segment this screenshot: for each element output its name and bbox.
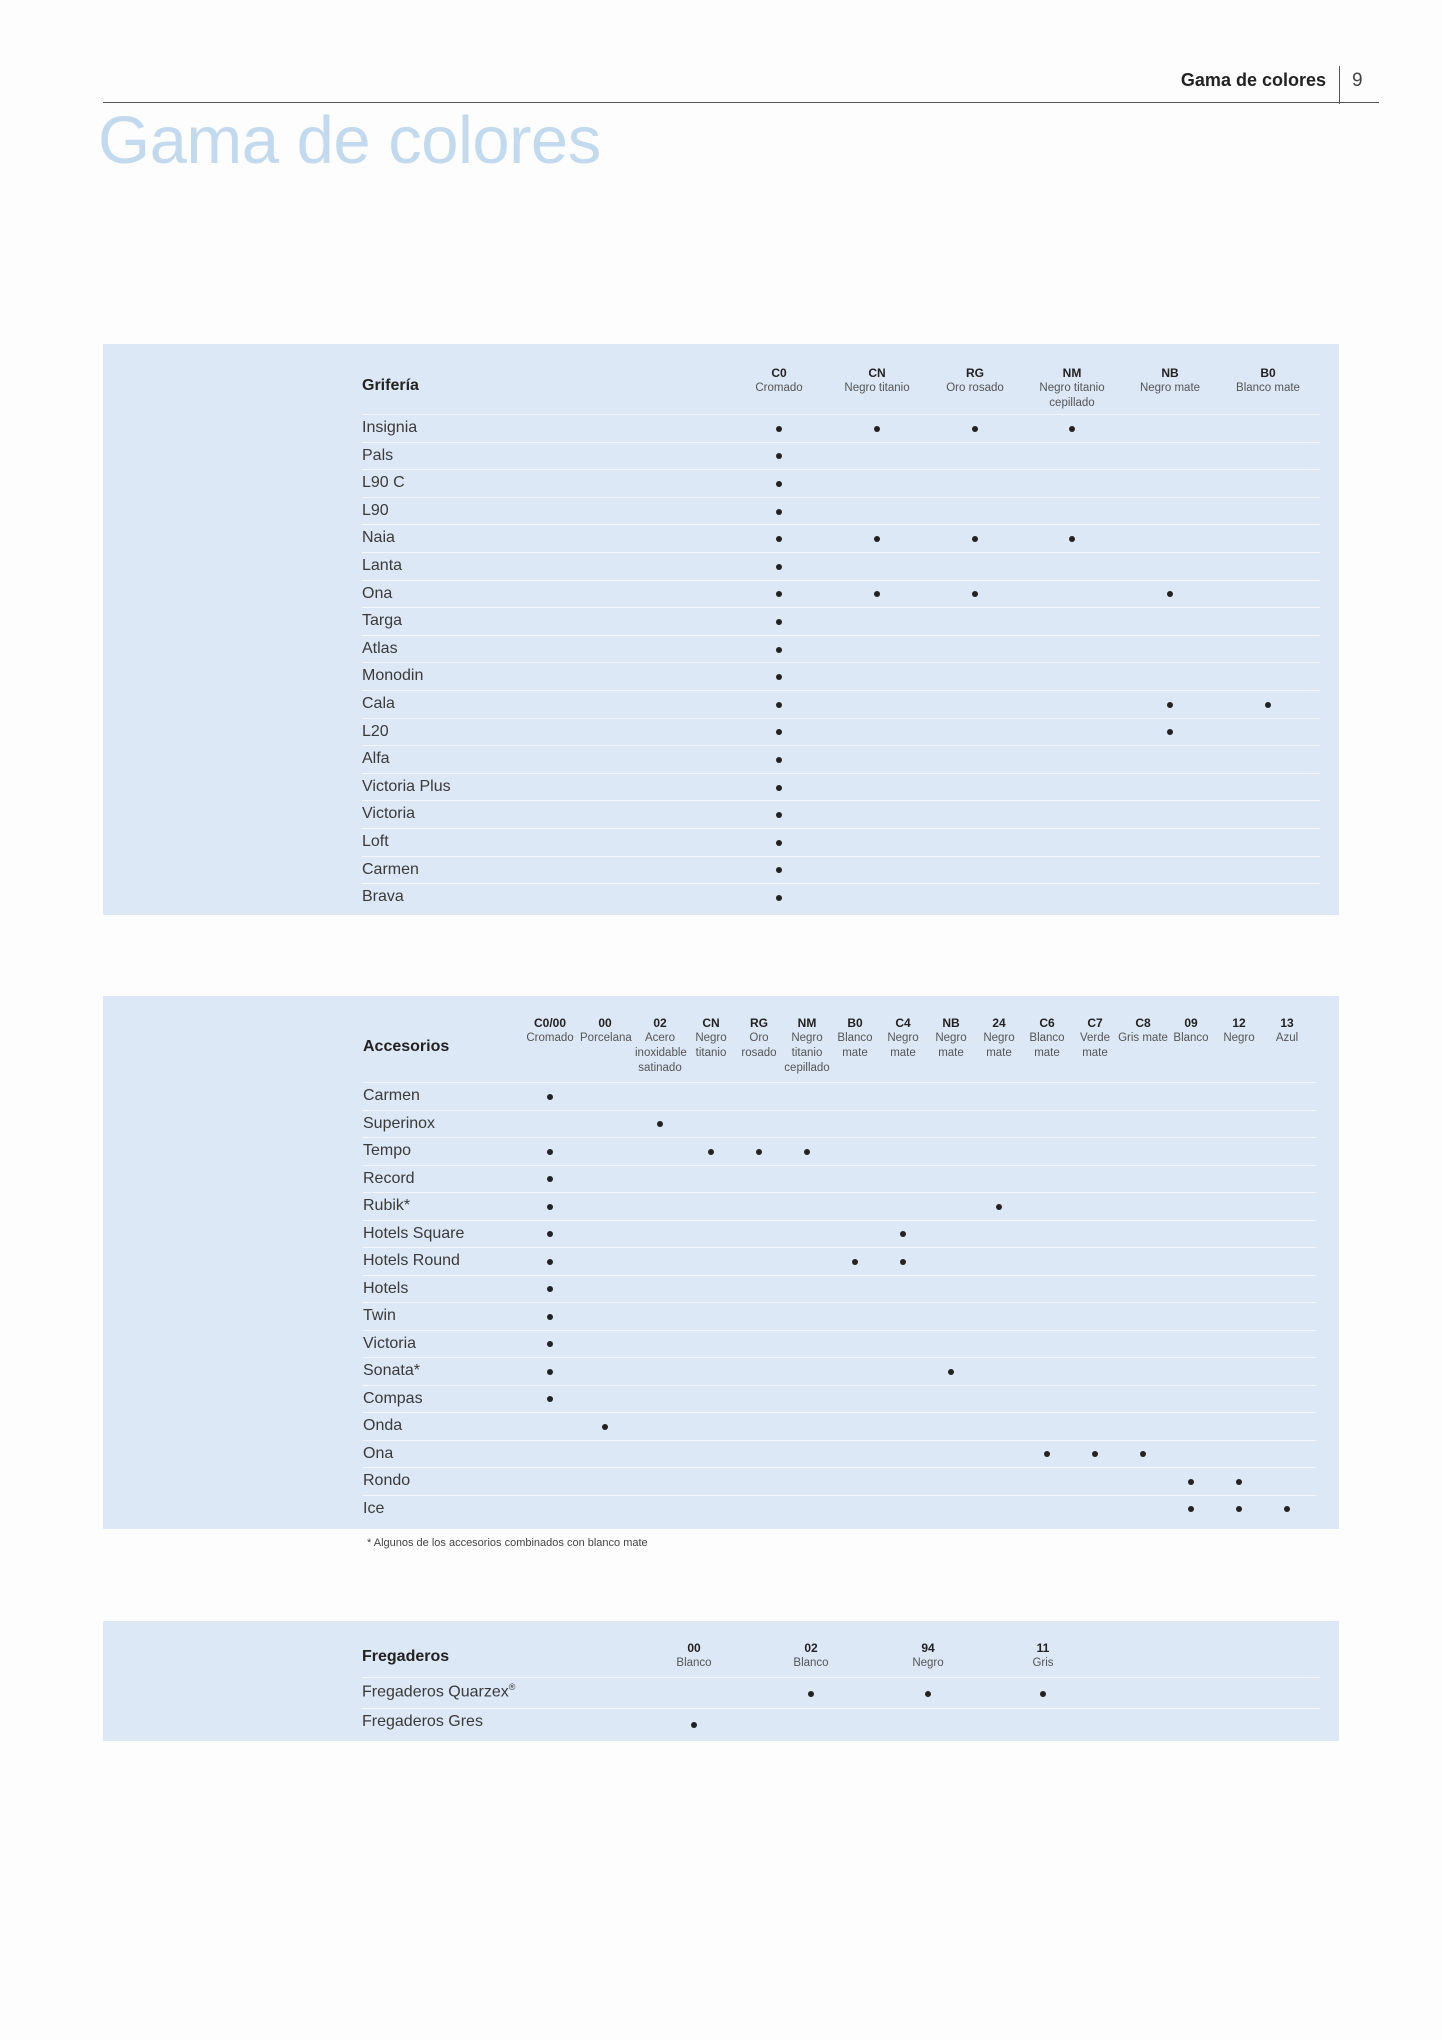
availability-dot	[1167, 591, 1173, 597]
color-code: 12	[1232, 1016, 1246, 1030]
color-name: Azul	[1275, 1032, 1299, 1044]
row-divider	[362, 883, 1320, 884]
color-code: C0	[771, 366, 787, 380]
accesorios-column-header	[782, 1016, 832, 1076]
row-divider	[363, 1165, 1316, 1166]
row-divider	[362, 607, 1320, 608]
color-code: B0	[1260, 366, 1276, 380]
color-name: Blanco mate	[837, 1032, 873, 1059]
griferia-row-label: Monodin	[362, 667, 424, 685]
availability-dot	[1140, 1451, 1146, 1457]
griferia-row-label: L90 C	[362, 474, 405, 492]
color-name: Acero inoxidable satinado	[635, 1032, 687, 1074]
accesorios-column-header	[926, 1016, 976, 1061]
accesorios-footnote: * Algunos de los accesorios combinados con blanco mate	[367, 1537, 648, 1549]
color-code: CN	[868, 366, 886, 380]
row-divider	[362, 414, 1320, 415]
availability-dot	[1188, 1506, 1194, 1512]
row-divider	[362, 773, 1320, 774]
registered-mark: ®	[508, 1682, 516, 1692]
availability-dot	[547, 1396, 553, 1402]
color-code: 11	[1036, 1641, 1050, 1655]
availability-dot	[776, 564, 782, 570]
running-header-title: Gama de colores	[1180, 70, 1326, 90]
accesorios-row-label: Tempo	[363, 1142, 412, 1159]
availability-dot	[776, 867, 782, 873]
row-divider	[362, 469, 1320, 470]
fregaderos-column-header	[649, 1641, 739, 1671]
fregaderos-panel	[103, 1621, 1339, 1741]
griferia-row-label: Cala	[362, 695, 395, 712]
color-code: 13	[1280, 1016, 1294, 1030]
griferia-row-label: Pals	[362, 446, 394, 464]
row-divider	[362, 745, 1320, 746]
availability-dot	[1069, 426, 1075, 432]
accesorios-row-label: Superinox	[363, 1114, 436, 1132]
accesorios-row-label: Sonata*	[363, 1362, 420, 1379]
availability-dot	[547, 1369, 553, 1375]
availability-dot	[1167, 702, 1173, 708]
availability-dot	[874, 536, 880, 542]
accesorios-column-header	[1022, 1016, 1072, 1061]
row-divider	[362, 1708, 1320, 1709]
availability-dot	[756, 1149, 762, 1155]
griferia-row-label: L20	[362, 722, 389, 740]
color-name: Blanco	[1173, 1032, 1209, 1044]
griferia-row-label: Atlas	[362, 639, 398, 657]
color-code: 00	[598, 1016, 612, 1030]
accesorios-column-header	[830, 1016, 880, 1061]
row-divider	[363, 1192, 1316, 1193]
color-name: Negro	[912, 1657, 944, 1669]
color-name: Negro titanio cepillado	[1039, 382, 1105, 409]
accesorios-row-label: Hotels Round	[363, 1252, 460, 1269]
row-divider	[363, 1110, 1316, 1111]
row-divider	[362, 580, 1320, 581]
fregaderos-row-label: Fregaderos Quarzex®	[362, 1682, 516, 1701]
availability-dot	[776, 812, 782, 818]
color-code: C7	[1087, 1016, 1103, 1030]
availability-dot	[1069, 536, 1075, 542]
availability-dot	[691, 1722, 697, 1728]
color-code: C6	[1039, 1016, 1055, 1030]
griferia-row-label: Naia	[362, 529, 395, 547]
color-code: NB	[942, 1016, 960, 1030]
availability-dot	[776, 591, 782, 597]
color-name: Oro rosado	[741, 1032, 777, 1059]
availability-dot	[547, 1094, 553, 1100]
accesorios-row-label: Onda	[363, 1417, 403, 1434]
availability-dot	[776, 840, 782, 846]
availability-dot	[1167, 729, 1173, 735]
availability-dot	[1284, 1506, 1290, 1512]
availability-dot	[925, 1691, 931, 1697]
accesorios-column-header	[580, 1016, 630, 1046]
accesorios-column-header	[1118, 1016, 1168, 1046]
availability-dot	[1044, 1451, 1050, 1457]
row-divider	[363, 1275, 1316, 1276]
availability-dot	[547, 1259, 553, 1265]
color-name: Negro titanio cepillado	[784, 1032, 830, 1074]
availability-dot	[547, 1176, 553, 1182]
color-name: Negro mate	[935, 1032, 967, 1059]
row-divider	[363, 1247, 1316, 1248]
color-name: Blanco mate	[1029, 1032, 1065, 1059]
griferia-row-label: Carmen	[362, 860, 419, 878]
availability-dot	[776, 647, 782, 653]
row-divider	[362, 662, 1320, 663]
accesorios-column-header	[1214, 1016, 1264, 1046]
color-code: 00	[687, 1641, 701, 1655]
availability-dot	[776, 702, 782, 708]
availability-dot	[776, 509, 782, 515]
accesorios-row-label: Ice	[363, 1499, 385, 1517]
color-name: Cromado	[755, 382, 803, 394]
fregaderos-column-header	[883, 1641, 973, 1671]
color-code: C0/00	[533, 1016, 567, 1030]
availability-dot	[602, 1424, 608, 1430]
availability-dot	[547, 1286, 553, 1292]
color-code: 02	[804, 1641, 818, 1655]
accesorios-row-label: Hotels Square	[363, 1224, 465, 1242]
griferia-row-label: Targa	[362, 612, 403, 630]
accesorios-row-label: Hotels	[363, 1279, 409, 1297]
color-name: Negro titanio	[844, 382, 910, 394]
griferia-column-header	[927, 366, 1023, 396]
color-name: Cromado	[526, 1032, 574, 1044]
accesorios-column-header	[635, 1016, 685, 1076]
availability-dot	[996, 1204, 1002, 1210]
row-divider	[363, 1385, 1316, 1386]
availability-dot	[547, 1204, 553, 1210]
color-name: Negro mate	[887, 1032, 919, 1059]
accesorios-column-header	[525, 1016, 575, 1046]
header-separator	[1339, 66, 1340, 104]
griferia-row-label: Insignia	[362, 419, 418, 436]
griferia-column-header	[1122, 366, 1218, 396]
accesorios-panel	[103, 996, 1339, 1529]
accesorios-row-label: Compas	[363, 1389, 423, 1407]
griferia-row-label: L90	[362, 501, 389, 519]
griferia-row-label: Lanta	[362, 557, 403, 574]
color-name: Negro titanio	[695, 1032, 727, 1059]
color-name: Porcelana	[580, 1032, 632, 1044]
availability-dot	[948, 1369, 954, 1375]
availability-dot	[972, 426, 978, 432]
color-name: Oro rosado	[946, 382, 1004, 394]
griferia-row-label: Ona	[362, 584, 393, 602]
color-code: 09	[1184, 1016, 1198, 1030]
availability-dot	[900, 1259, 906, 1265]
row-divider	[363, 1330, 1316, 1331]
griferia-column-header	[829, 366, 925, 396]
availability-dot	[852, 1259, 858, 1265]
availability-dot	[776, 481, 782, 487]
availability-dot	[708, 1149, 714, 1155]
availability-dot	[547, 1341, 553, 1347]
color-code: 94	[921, 1641, 935, 1655]
color-name: Gris	[1032, 1657, 1054, 1669]
accesorios-row-label: Carmen	[363, 1087, 420, 1104]
row-divider	[362, 1677, 1320, 1678]
color-code: NB	[1161, 366, 1179, 380]
griferia-column-header	[731, 366, 827, 396]
accesorios-row-label: Ona	[363, 1444, 394, 1462]
row-divider	[362, 690, 1320, 691]
availability-dot	[972, 536, 978, 542]
page-number: 9	[1352, 70, 1363, 91]
row-divider	[363, 1082, 1316, 1083]
fregaderos-column-header	[998, 1641, 1088, 1671]
row-divider	[362, 442, 1320, 443]
fregaderos-row-label: Fregaderos Gres	[362, 1713, 483, 1730]
row-divider	[362, 635, 1320, 636]
row-divider	[362, 718, 1320, 719]
griferia-row-label: Brava	[362, 888, 404, 906]
accesorios-row-label: Victoria	[363, 1334, 417, 1352]
accesorios-section-title: Accesorios	[363, 1038, 450, 1055]
availability-dot	[547, 1231, 553, 1237]
griferia-column-header	[1024, 366, 1120, 411]
availability-dot	[874, 591, 880, 597]
availability-dot	[657, 1121, 663, 1127]
availability-dot	[776, 453, 782, 459]
fregaderos-column-header	[766, 1641, 856, 1671]
availability-dot	[547, 1149, 553, 1155]
availability-dot	[1040, 1691, 1046, 1697]
availability-dot	[900, 1231, 906, 1237]
color-code: NM	[1062, 366, 1082, 380]
color-name: Blanco	[793, 1657, 829, 1669]
color-code: RG	[966, 366, 984, 380]
row-divider	[362, 497, 1320, 498]
color-name: Gris mate	[1118, 1032, 1168, 1044]
availability-dot	[776, 729, 782, 735]
color-name: Blanco	[676, 1657, 712, 1669]
color-code: 24	[992, 1016, 1006, 1030]
row-divider	[363, 1495, 1316, 1496]
availability-dot	[1188, 1479, 1194, 1485]
row-divider	[363, 1137, 1316, 1138]
availability-dot	[808, 1691, 814, 1697]
accesorios-column-header	[686, 1016, 736, 1061]
page-title: Gama de colores	[98, 103, 601, 178]
accesorios-column-header	[734, 1016, 784, 1061]
availability-dot	[776, 536, 782, 542]
griferia-row-label: Alfa	[362, 750, 390, 768]
row-divider	[363, 1440, 1316, 1441]
availability-dot	[776, 895, 782, 901]
color-code: C8	[1135, 1016, 1151, 1030]
availability-dot	[804, 1149, 810, 1155]
griferia-column-header	[1220, 366, 1316, 396]
fregaderos-section-title: Fregaderos	[362, 1648, 450, 1665]
availability-dot	[776, 619, 782, 625]
color-code: RG	[750, 1016, 768, 1030]
availability-dot	[874, 426, 880, 432]
griferia-row-label: Victoria	[362, 805, 416, 823]
availability-dot	[1236, 1506, 1242, 1512]
accesorios-column-header	[1262, 1016, 1312, 1046]
availability-dot	[1265, 702, 1271, 708]
accesorios-row-label: Rondo	[363, 1472, 411, 1489]
row-divider	[363, 1357, 1316, 1358]
accesorios-column-header	[1166, 1016, 1216, 1046]
color-code: C4	[895, 1016, 911, 1030]
color-code: CN	[702, 1016, 720, 1030]
color-name: Blanco mate	[1236, 382, 1300, 394]
accesorios-column-header	[974, 1016, 1024, 1061]
griferia-row-label: Victoria Plus	[362, 777, 451, 795]
row-divider	[363, 1412, 1316, 1413]
griferia-panel	[103, 344, 1339, 915]
color-name: Verde mate	[1079, 1032, 1111, 1059]
accesorios-row-label: Record	[363, 1169, 415, 1187]
row-divider	[362, 524, 1320, 525]
availability-dot	[776, 785, 782, 791]
accesorios-column-header	[1070, 1016, 1120, 1061]
row-divider	[363, 1302, 1316, 1303]
color-name: Negro mate	[983, 1032, 1015, 1059]
availability-dot	[547, 1314, 553, 1320]
availability-dot	[776, 757, 782, 763]
availability-dot	[776, 426, 782, 432]
accesorios-row-label: Rubik*	[363, 1197, 411, 1214]
availability-dot	[972, 591, 978, 597]
color-code: B0	[847, 1016, 863, 1030]
availability-dot	[1092, 1451, 1098, 1457]
row-divider	[362, 828, 1320, 829]
color-code: 02	[653, 1016, 667, 1030]
color-code: NM	[797, 1016, 817, 1030]
row-divider	[362, 552, 1320, 553]
accesorios-row-label: Twin	[363, 1307, 396, 1324]
row-divider	[363, 1220, 1316, 1221]
griferia-row-label: Loft	[362, 833, 389, 850]
color-name: Negro mate	[1139, 382, 1201, 394]
availability-dot	[776, 674, 782, 680]
color-name: Negro	[1223, 1032, 1255, 1044]
accesorios-column-header	[878, 1016, 928, 1061]
row-divider	[362, 856, 1320, 857]
row-divider	[362, 800, 1320, 801]
griferia-section-title: Grifería	[362, 377, 419, 394]
availability-dot	[1236, 1479, 1242, 1485]
row-divider	[363, 1467, 1316, 1468]
